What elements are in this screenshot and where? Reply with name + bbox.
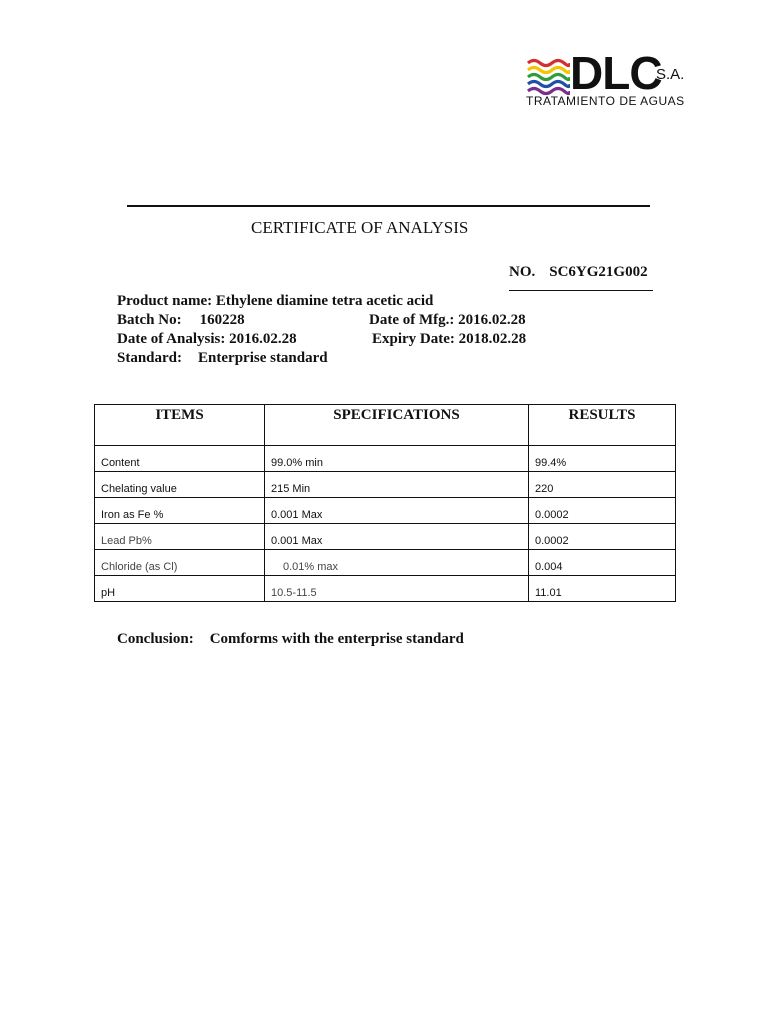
certificate-number — [509, 264, 648, 281]
table-row — [95, 498, 676, 524]
number-underline — [509, 290, 653, 291]
certificate-number-value: SC6YG21G002 — [549, 264, 648, 280]
water-waves-icon — [526, 58, 570, 96]
company-logo — [526, 47, 706, 112]
table-row — [95, 472, 676, 498]
mfg-date-line — [369, 312, 526, 329]
item-cell: Lead Pb% — [95, 524, 265, 550]
spec-cell: 215 Min — [265, 472, 529, 498]
logo-tagline: TRATAMIENTO DE AGUAS — [526, 94, 685, 108]
wave-green — [528, 75, 570, 80]
result-cell: 0.004 — [529, 550, 676, 576]
analysis-table — [94, 404, 676, 602]
wave-red — [528, 61, 570, 66]
table-header-row — [95, 405, 676, 446]
product-name-line — [117, 293, 433, 310]
logo-brand: DLC — [570, 47, 662, 99]
result-cell: 99.4% — [529, 446, 676, 472]
item-cell: Chelating value — [95, 472, 265, 498]
item-cell: Content — [95, 446, 265, 472]
mfg-date-value: 2016.02.28 — [458, 312, 526, 328]
header-divider — [127, 205, 650, 207]
spec-cell: 99.0% min — [265, 446, 529, 472]
standard-line — [117, 350, 328, 367]
expiry-date-value: 2018.02.28 — [458, 331, 527, 347]
expiry-date-line — [372, 331, 526, 348]
item-cell: pH — [95, 576, 265, 602]
spec-cell: 0.001 Max — [265, 524, 529, 550]
header-results: RESULTS — [529, 405, 676, 446]
conclusion — [117, 631, 464, 648]
batch-label: Batch No: — [117, 312, 182, 328]
header-specifications: SPECIFICATIONS — [265, 405, 529, 446]
batch-value: 160228 — [199, 312, 245, 328]
table-row — [95, 576, 676, 602]
table-row — [95, 550, 676, 576]
table-row — [95, 524, 676, 550]
page-title: CERTIFICATE OF ANALYSIS — [251, 218, 469, 237]
result-cell: 0.0002 — [529, 498, 676, 524]
analysis-date-label: Date of Analysis: — [117, 331, 226, 347]
wave-yellow — [528, 68, 570, 73]
header-items: ITEMS — [95, 405, 265, 446]
logo-suffix: S.A. — [656, 66, 685, 83]
table-row — [95, 446, 676, 472]
batch-line — [117, 312, 245, 329]
result-cell: 220 — [529, 472, 676, 498]
product-name-value: Ethylene diamine tetra acetic acid — [215, 293, 434, 309]
spec-cell: 0.001 Max — [265, 498, 529, 524]
wave-blue — [528, 82, 570, 87]
wave-purple — [528, 89, 570, 94]
expiry-date-label: Expiry Date: — [372, 331, 455, 347]
conclusion-value: Comforms with the enterprise standard — [209, 631, 464, 647]
item-cell: Chloride (as Cl) — [95, 550, 265, 576]
spec-cell: 10.5-11.5 — [265, 576, 529, 602]
conclusion-label: Conclusion: — [117, 631, 194, 647]
standard-value: Enterprise standard — [198, 350, 328, 366]
analysis-date-value: 2016.02.28 — [229, 331, 297, 347]
result-cell: 11.01 — [529, 576, 676, 602]
mfg-date-label: Date of Mfg.: — [369, 312, 455, 328]
item-cell: Iron as Fe % — [95, 498, 265, 524]
standard-label: Standard: — [117, 350, 183, 366]
analysis-date-line — [117, 331, 297, 348]
result-cell: 0.0002 — [529, 524, 676, 550]
certificate-number-label: NO. — [509, 264, 536, 280]
product-name-label: Product name: — [117, 293, 213, 309]
spec-cell: 0.01% max — [265, 550, 529, 576]
